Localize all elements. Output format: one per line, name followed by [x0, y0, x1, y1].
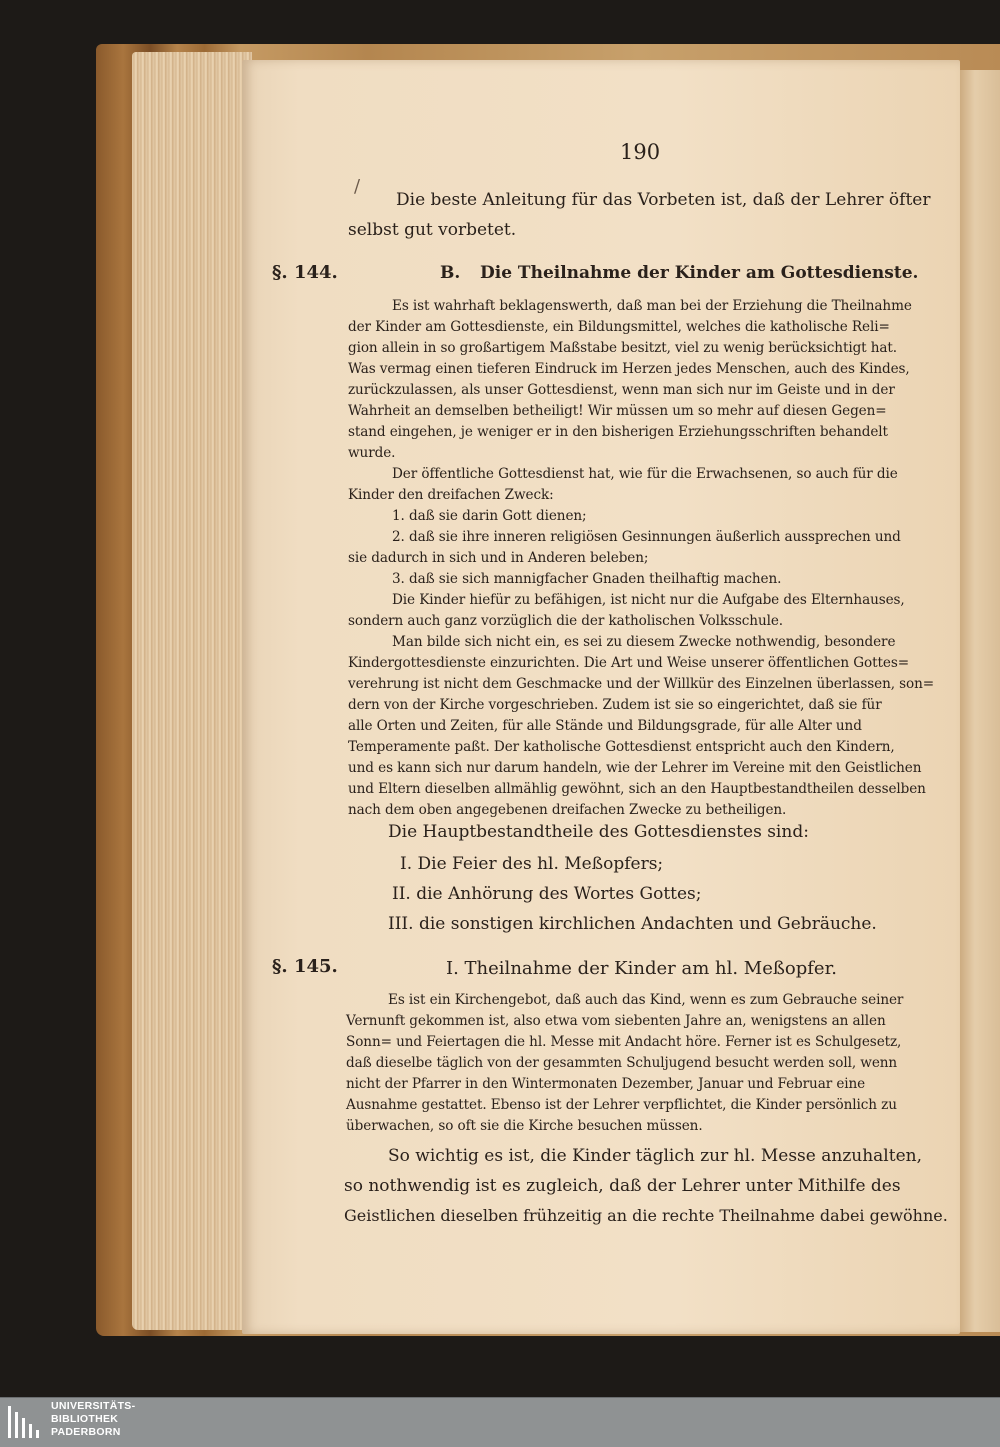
- body-line: überwachen, so oft sie die Kirche besuchen müssen.: [346, 1118, 703, 1134]
- body-line: nicht der Pfarrer in den Wintermonaten Dezember, Januar und Februar eine: [346, 1076, 866, 1092]
- list-item: sie dadurch in sich und in Anderen beleben;: [348, 550, 649, 566]
- body-line: nach dem oben angegebenen dreifachen Zwecke zu betheiligen.: [348, 802, 787, 818]
- body-line: der Kinder am Gottesdienste, ein Bildungsmittel, welches die katholische Reli=: [348, 319, 890, 335]
- footer-bar: [0, 1397, 1000, 1447]
- body-line: Was vermag einen tieferen Eindruck im Herzen jedes Menschen, auch des Kindes,: [348, 361, 910, 377]
- section-heading: I. Theilnahme der Kinder am hl. Meßopfer.: [446, 958, 837, 979]
- body-line: Es ist wahrhaft beklagenswerth, daß man bei der Erziehung die Theilnahme: [392, 298, 912, 314]
- section-label: §. 145.: [272, 956, 338, 977]
- closing-line: so nothwendig ist es zugleich, daß der Lehrer unter Mithilfe des: [344, 1176, 901, 1196]
- page-edges: [132, 52, 252, 1330]
- facing-page-edge: [958, 70, 1000, 1332]
- list-item: 3. daß sie sich mannigfacher Gnaden theilhaftig machen.: [392, 571, 782, 587]
- body-line: daß dieselbe täglich von der gesammten Schuljugend besucht werden soll, wenn: [346, 1055, 898, 1071]
- section-label: §. 144.: [272, 262, 338, 283]
- body-line: und es kann sich nur darum handeln, wie der Lehrer im Vereine mit den Geistlichen: [348, 760, 922, 776]
- text-line: Die beste Anleitung für das Vorbeten ist, daß der Lehrer öfter: [396, 190, 931, 210]
- library-logo-icon: [6, 1402, 42, 1442]
- parts-item: III. die sonstigen kirchlichen Andachten und Gebräuche.: [388, 914, 877, 934]
- body-line: dern von der Kirche vorgeschrieben. Zudem ist sie so eingerichtet, daß sie für: [348, 697, 882, 713]
- logo-text-line: BIBLIOTHEK: [51, 1413, 119, 1425]
- body-line: Man bilde sich nicht ein, es sei zu diesem Zwecke nothwendig, besondere: [392, 634, 896, 650]
- body-line: gion allein in so großartigem Maßstabe besitzt, viel zu wenig berücksichtigt hat.: [348, 340, 897, 356]
- heading-prefix: B.: [440, 263, 461, 283]
- list-item: 1. daß sie darin Gott dienen;: [392, 508, 587, 524]
- body-line: Ausnahme gestattet. Ebenso ist der Lehrer verpflichtet, die Kinder persönlich zu: [346, 1097, 897, 1113]
- body-line: alle Orten und Zeiten, für alle Stände und Bildungsgrade, für alle Alter und: [348, 718, 862, 734]
- body-line: stand eingehen, je weniger er in den bisherigen Erziehungsschriften behandelt: [348, 424, 888, 440]
- body-line: Kinder den dreifachen Zweck:: [348, 487, 554, 503]
- parts-intro: Die Hauptbestandtheile des Gottesdienstes sind:: [388, 822, 809, 842]
- body-line: sondern auch ganz vorzüglich die der katholischen Volksschule.: [348, 613, 784, 629]
- body-line: Temperamente paßt. Der katholische Gottesdienst entspricht auch den Kindern,: [348, 739, 895, 755]
- logo-text-line: PADERBORN: [51, 1426, 121, 1438]
- body-line: Der öffentliche Gottesdienst hat, wie für die Erwachsenen, so auch für die: [392, 466, 898, 482]
- closing-line: So wichtig es ist, die Kinder täglich zur hl. Messe anzuhalten,: [388, 1146, 922, 1166]
- footer-divider: [0, 1397, 1000, 1398]
- logo-text-line: UNIVERSITÄTS-: [51, 1400, 136, 1412]
- body-line: Es ist ein Kirchengebot, daß auch das Kind, wenn es zum Gebrauche seiner: [388, 992, 904, 1008]
- body-line: Wahrheit an demselben betheiligt! Wir müssen um so mehr auf diesen Gegen=: [348, 403, 887, 419]
- body-line: Die Kinder hiefür zu befähigen, ist nicht nur die Aufgabe des Elternhauses,: [392, 592, 905, 608]
- body-line: zurückzulassen, als unser Gottesdienst, wenn man sich nur im Geiste und in der: [348, 382, 895, 398]
- parts-item: II. die Anhörung des Wortes Gottes;: [392, 884, 702, 904]
- body-line: Vernunft gekommen ist, also etwa vom siebenten Jahre an, wenigstens an allen: [346, 1013, 886, 1029]
- closing-line: Geistlichen dieselben frühzeitig an die rechte Theilnahme dabei gewöhne.: [344, 1206, 948, 1225]
- margin-mark: /: [354, 176, 361, 197]
- text-line: selbst gut vorbetet.: [348, 220, 517, 240]
- page-number: 190: [620, 140, 661, 164]
- parts-item: I. Die Feier des hl. Meßopfers;: [400, 854, 664, 874]
- section-heading: Die Theilnahme der Kinder am Gottesdienste.: [480, 263, 919, 283]
- body-line: und Eltern dieselben allmählig gewöhnt, sich an den Hauptbestandtheilen desselben: [348, 781, 926, 797]
- body-line: Kindergottesdienste einzurichten. Die Art und Weise unserer öffentlichen Gottes=: [348, 655, 909, 671]
- body-line: Sonn= und Feiertagen die hl. Messe mit Andacht höre. Ferner ist es Schulgesetz,: [346, 1034, 902, 1050]
- list-item: 2. daß sie ihre inneren religiösen Gesinnungen äußerlich aussprechen und: [392, 529, 901, 545]
- body-line: wurde.: [348, 445, 396, 461]
- body-line: verehrung ist nicht dem Geschmacke und der Willkür des Einzelnen überlassen, son=: [348, 676, 935, 692]
